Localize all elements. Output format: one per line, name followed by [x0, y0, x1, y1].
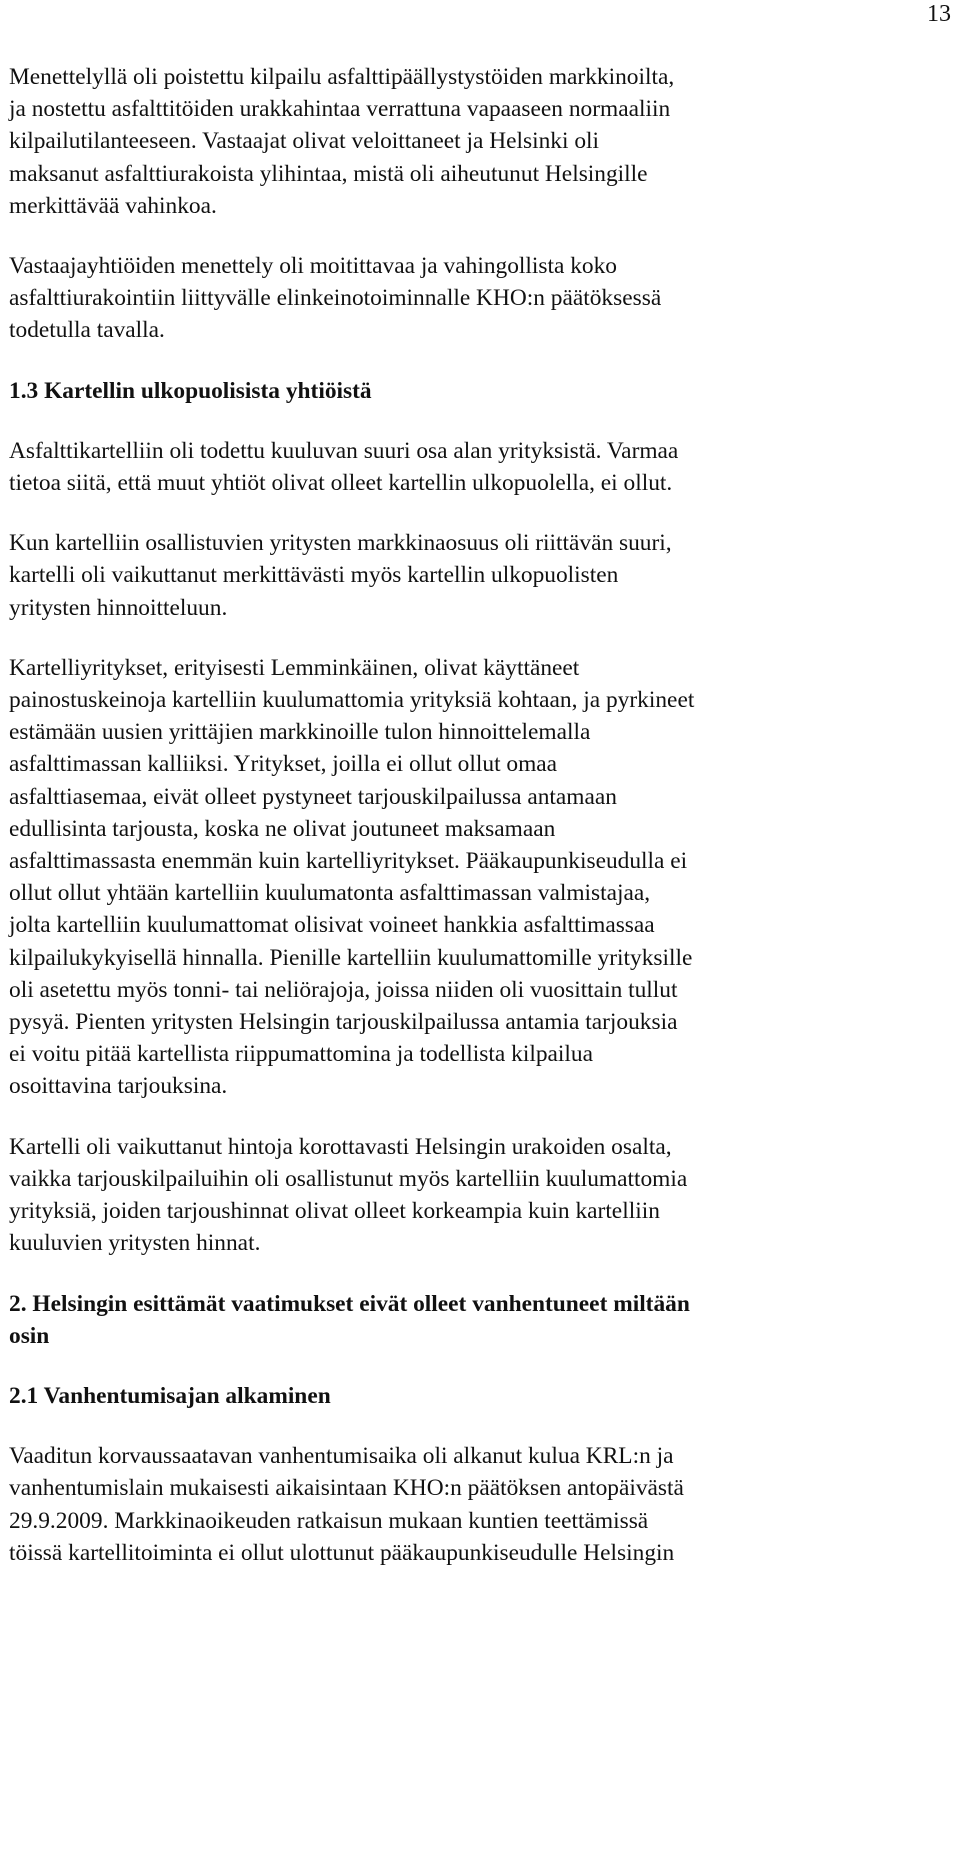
text-line: asfalttimassasta enemmän kuin kartelliyritykset. Pääkaupunkiseudulla ei: [9, 848, 688, 875]
text-line: kuuluvien yritysten hinnat.: [9, 1230, 261, 1257]
body-paragraph: [9, 527, 949, 624]
text-line: asfalttimassan kalliiksi. Yritykset, joilla ei ollut ollut omaa: [9, 751, 558, 778]
text-line: kartelli oli vaikuttanut merkittävästi myös kartellin ulkopuolisten: [9, 562, 619, 589]
text-line: ollut ollut yhtään kartelliin kuulumatonta asfalttimassan valmistajaa,: [9, 880, 651, 907]
text-line: vanhentumislain mukaisesti aikaisintaan KHO:n päätöksen antopäivästä: [9, 1475, 684, 1502]
body-paragraph: [9, 250, 949, 347]
text-line: Asfalttikartelliin oli todettu kuuluvan suuri osa alan yrityksistä. Varmaa: [9, 437, 679, 464]
body-paragraph: [9, 1440, 949, 1569]
text-line: tietoa siitä, että muut yhtiöt olivat olleet kartellin ulkopuolella, ei ollut.: [9, 470, 673, 497]
text-line: yrityksiä, joiden tarjoushinnat olivat olleet korkeampia kuin kartelliin: [9, 1198, 660, 1225]
text-line: kilpailutilanteeseen. Vastaajat olivat veloittaneet ja Helsinki oli: [9, 128, 600, 155]
text-line: asfalttiurakointiin liittyvälle elinkeinotoiminnalle KHO:n päätöksessä: [9, 285, 662, 312]
text-line: Kartelli oli vaikuttanut hintoja korottavasti Helsingin urakoiden osalta,: [9, 1133, 672, 1160]
text-line: Menettelyllä oli poistettu kilpailu asfalttipäällystystöiden markkinoilta,: [9, 64, 675, 90]
text-line: osin: [9, 1322, 50, 1349]
text-line: vaikka tarjouskilpailuihin oli osallistunut myös kartelliin kuulumattomia: [9, 1165, 688, 1192]
text-line: merkittävää vahinkoa.: [9, 192, 217, 219]
text-line: pysyä. Pienten yritysten Helsingin tarjouskilpailussa antamia tarjouksia: [9, 1009, 678, 1036]
text-line: 2. Helsingin esittämät vaatimukset eivät olleet vanhentuneet miltään: [9, 1290, 690, 1317]
text-line: Kun kartelliin osallistuvien yritysten markkinaosuus oli riittävän suuri,: [9, 530, 672, 557]
text-line: ei voitu pitää kartellista riippumattomina ja todellista kilpailua: [9, 1041, 593, 1068]
text-line: Vaaditun korvaussaatavan vanhentumisaika oli alkanut kulua KRL:n ja: [9, 1443, 674, 1470]
text-line: 2.1 Vanhentumisajan alkaminen: [9, 1382, 331, 1409]
text-line: maksanut asfalttiurakoista ylihintaa, mistä oli aiheutunut Helsingille: [9, 160, 648, 187]
text-line: painostuskeinoja kartelliin kuulumattomia yrityksiä kohtaan, ja pyrkineet: [9, 687, 695, 714]
section-heading: [9, 375, 949, 407]
section-heading: [9, 1288, 949, 1352]
text-line: jolta kartelliin kuulumattomat olisivat voineet hankkia asfalttimassaa: [9, 912, 655, 939]
text-line: asfalttiasemaa, eivät olleet pystyneet tarjouskilpailussa antamaan: [9, 783, 617, 810]
body-paragraph: [9, 61, 949, 222]
body-paragraph: [9, 652, 949, 1103]
text-line: töissä kartellitoiminta ei ollut ulottunut pääkaupunkiseudulle Helsingin: [9, 1539, 675, 1566]
page-number: 13: [927, 1, 951, 27]
section-heading: [9, 1380, 949, 1412]
body-paragraph: [9, 435, 949, 499]
text-line: edullisinta tarjousta, koska ne olivat joutuneet maksamaan: [9, 815, 556, 842]
text-line: ja nostettu asfalttitöiden urakkahintaa verrattuna vapaaseen normaaliin: [9, 96, 671, 123]
text-line: osoittavina tarjouksina.: [9, 1073, 228, 1100]
text-line: 29.9.2009. Markkinaoikeuden ratkaisun mukaan kuntien teettämissä: [9, 1507, 649, 1534]
text-line: Kartelliyritykset, erityisesti Lemminkäinen, olivat käyttäneet: [9, 654, 580, 681]
text-line: oli asetettu myös tonni- tai neliörajoja, joissa niiden oli vuosittain tullut: [9, 976, 678, 1003]
text-line: 1.3 Kartellin ulkopuolisista yhtiöistä: [9, 377, 372, 404]
text-line: yritysten hinnoitteluun.: [9, 594, 228, 621]
document-body: [9, 61, 949, 1597]
text-line: todetulla tavalla.: [9, 317, 165, 344]
text-line: kilpailukykyisellä hinnalla. Pienille kartelliin kuulumattomille yrityksille: [9, 944, 693, 971]
text-line: estämään uusien yrittäjien markkinoille tulon hinnoittelemalla: [9, 719, 591, 746]
text-line: Vastaajayhtiöiden menettely oli moitittavaa ja vahingollista koko: [9, 253, 618, 280]
body-paragraph: [9, 1131, 949, 1260]
